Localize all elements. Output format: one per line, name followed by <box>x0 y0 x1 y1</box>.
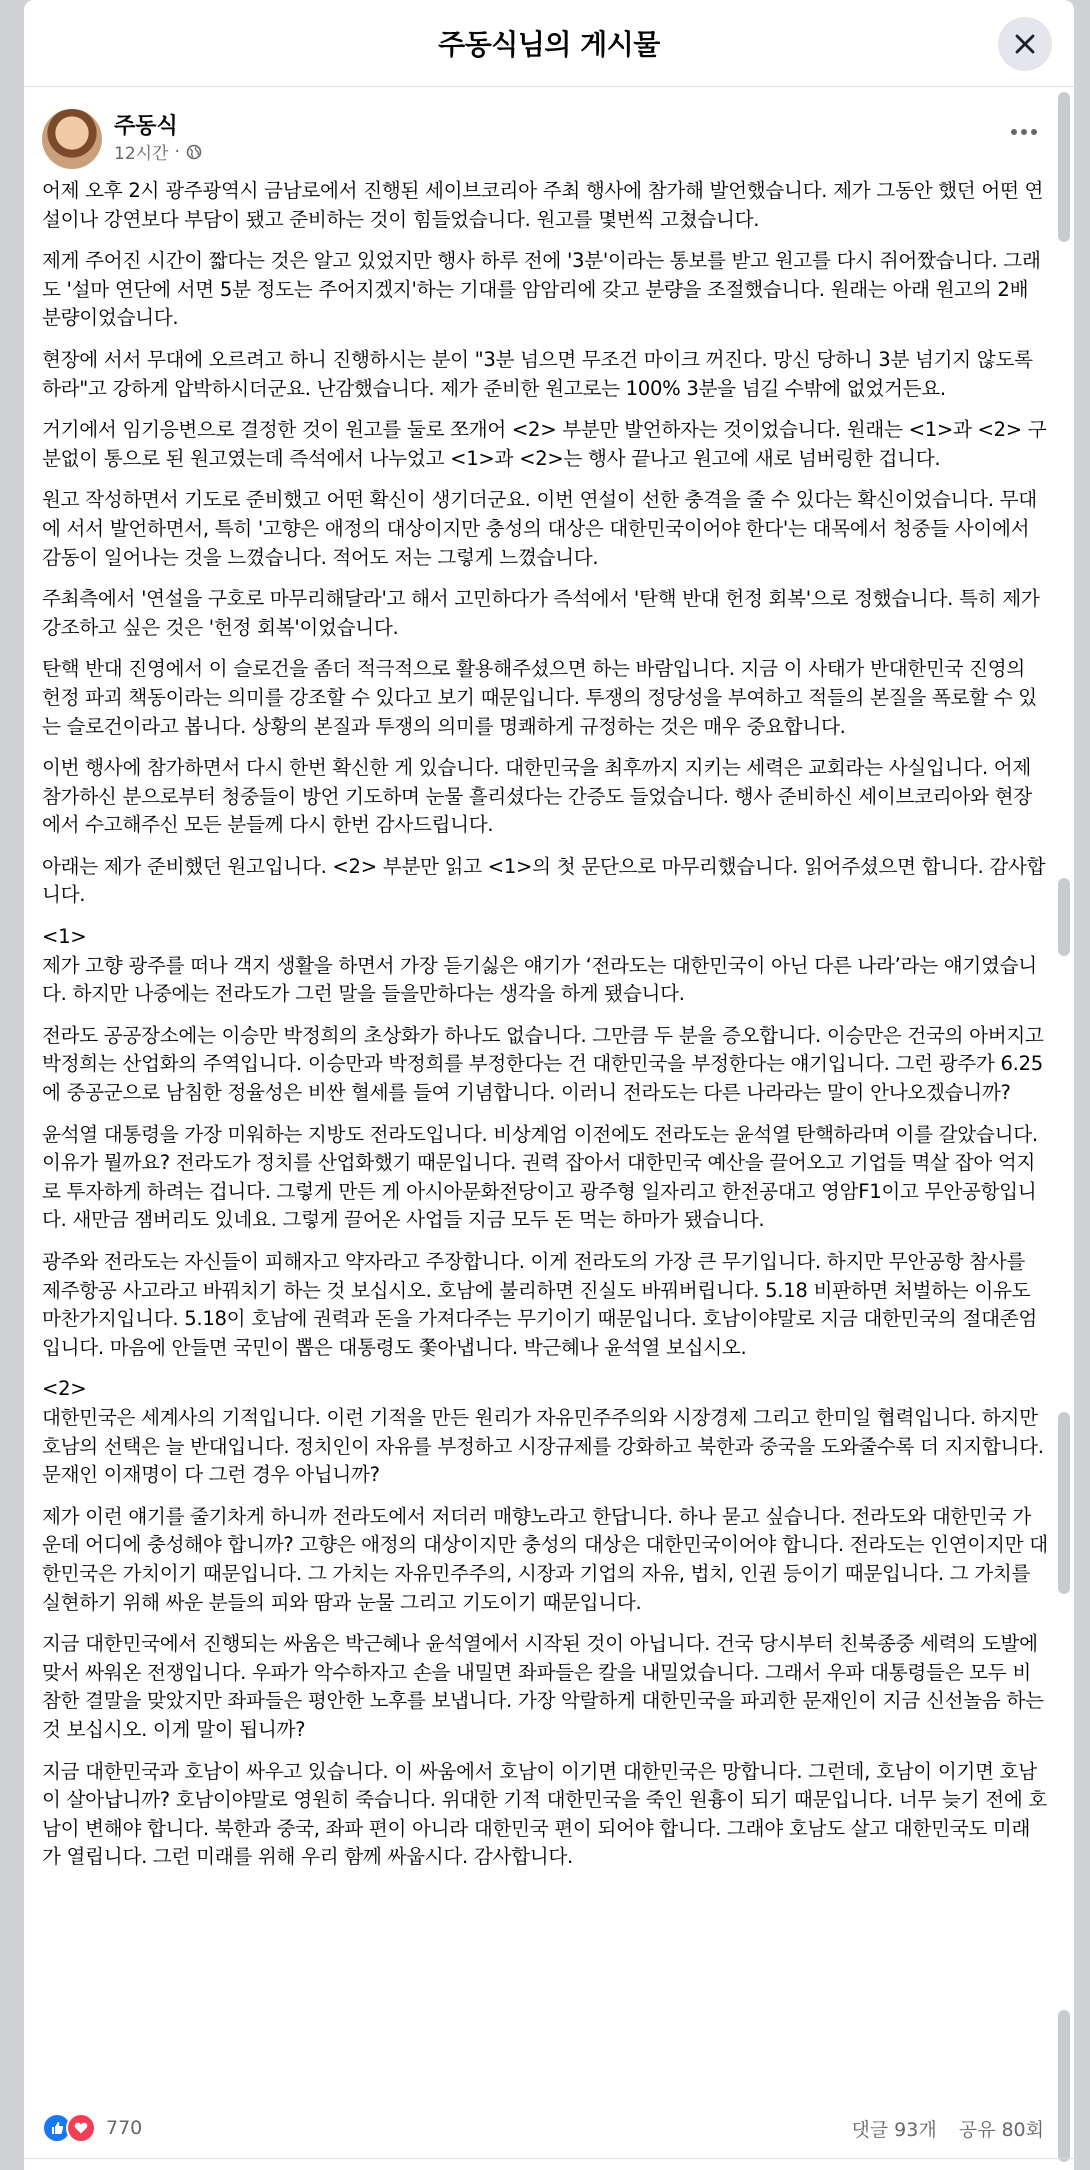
post-paragraph: 제가 이런 얘기를 줄기차게 하니까 전라도에서 저더러 매향노라고 한답니다. 하나 묻고 싶습니다. 전라도와 대한민국 가운데 어디에 충성해야 합니까? 고향은 애정의 대상이지만 충성의 대상은 대한민국이어야 합니다. 전라도는 인연이지만 대한민국은 가치이기 때문입니다. 그 가치는 자유민주주의, 시장과 기업의 자유, 법치, 인권 등이기 때문입니다. 그 가치를 실현하기 위해 싸운 분들의 피와 땀과 눈물 그리고 기도이기 때문입니다. <box>42 1504 1048 1614</box>
avatar[interactable] <box>42 109 102 169</box>
post-paragraph: <1> 제가 고향 광주를 떠나 객지 생활을 하면서 가장 듣기싫은 얘기가 ‘전라도는 대한민국이 아닌 다른 나라’라는 얘기였습니다. 하지만 나중에는 전라도가 그런 말을 들을만하다는 생각을 하게 됐습니다. <box>42 925 1037 1006</box>
post-paragraph: 지금 대한민국에서 진행되는 싸움은 박근혜나 윤석열에서 시작된 것이 아닙니다. 건국 당시부터 친북종중 세력의 도발에 맞서 싸워온 전쟁입니다. 우파가 악수하자고 손을 내밀면 좌파들은 칼을 내밀었습니다. 그래서 우파 대통령들은 모두 비참한 결말을 맞았지만 좌파들은 평안한 노후를 보냅니다. 가장 악랄하게 대한민국을 파괴한 문재인이 지금 신선놀음 하는 것 보십시오. 이게 말이 됩니까? <box>42 1632 1044 1741</box>
post-header <box>24 87 1074 177</box>
post-paragraph: 주최측에서 '연설을 구호로 마무리해달라'고 해서 고민하다가 즉석에서 '탄핵 반대 헌정 회복'으로 정했습니다. 특히 제가 강조하고 싶은 것은 '헌정 회복'이었습니다. <box>42 587 1040 639</box>
post-text <box>24 177 1074 1872</box>
close-icon <box>1014 33 1036 55</box>
post-paragraph: 전라도 공공장소에는 이승만 박정희의 초상화가 하나도 없습니다. 그만큼 두 분을 증오합니다. 이승만은 건국의 아버지고 박정희는 산업화의 주역입니다. 이승만과 박정희를 부정한다는 건 대한민국을 부정한다는 얘기입니다. 그런 광주가 6.25에 중공군으로 남침한 정율성은 비싼 혈세를 들여 기념합니다. 이러니 전라도는 다른 나라라는 말이 안나오겠습니까? <box>42 1023 1044 1105</box>
post-paragraph: 탄핵 반대 진영에서 이 슬로건을 좀더 적극적으로 활용해주셨으면 하는 바람입니다. 지금 이 사태가 반대한민국 진영의 헌정 파괴 책동이라는 의미를 강조할 수 있다고 보기 때문입니다. 투쟁의 정당성을 부여하고 적들의 본질을 폭로할 수 있는 슬로건이라고 봅니다. 상황의 본질과 투쟁의 의미를 명쾌하게 규정하는 것은 매우 중요합니다. <box>42 657 1037 738</box>
more-options-icon <box>1010 128 1038 136</box>
post-meta <box>114 139 202 164</box>
dialog-header <box>24 0 1074 87</box>
post-paragraph: <2> 대한민국은 세계사의 기적입니다. 이런 기적을 만든 원리가 자유민주주의와 시장경제 그리고 한미일 협력입니다. 하지만 호남의 선택은 늘 반대입니다. 정치인이 자유를 부정하고 시장규제를 강화하고 북한과 중국을 도와줄수록 더 지지합니다. 문재인 이재명이 다 그런 경우 아닙니까? <box>42 1377 1044 1487</box>
reactions-bar <box>24 2100 1074 2156</box>
love-icon <box>66 2113 96 2143</box>
post-paragraph: 현장에 서서 무대에 오르려고 하니 진행하시는 분이 "3분 넘으면 무조건 마이크 꺼진다. 망신 당하니 3분 넘기지 않도록 하라"고 강하게 압박하시더군요. 난감했습니다. 제가 준비한 원고로는 100% 3분을 넘길 수밖에 없었거든요. <box>42 347 1033 400</box>
post-paragraph: 아래는 제가 준비했던 원고입니다. <2> 부분만 읽고 <1>의 첫 문단으로 마무리했습니다. 읽어주셨으면 합니다. 감사합니다. <box>42 854 1046 907</box>
post-time[interactable]: 12시간 <box>114 144 169 164</box>
post-scroll-area[interactable] <box>24 87 1074 2170</box>
post-paragraph: 제게 주어진 시간이 짧다는 것은 알고 있었지만 행사 하루 전에 '3분'이라는 통보를 받고 원고를 다시 쥐어짰습니다. 그래도 '설마 연단에 서면 5분 정도는 주어지겠지'하는 기대를 암암리에 갖고 분량을 조절했습니다. 원래는 아래 원고의 2배 분량이었습니다. <box>42 249 1041 330</box>
reaction-count[interactable]: 770 <box>106 2117 143 2139</box>
divider <box>24 2158 1074 2159</box>
post-dialog <box>24 0 1074 2170</box>
post-paragraph: 원고 작성하면서 기도로 준비했고 어떤 확신이 생기더군요. 이번 연설이 선한 충격을 줄 수 있다는 확신이었습니다. 무대에 서서 발언하면서, 특히 '고향은 애정의 대상이지만 충성의 대상은 대한민국이어야 한다'는 대목에서 청중들 사이에서 감동이 일어나는 것을 느꼈습니다. 적어도 저는 그렇게 느꼈습니다. <box>42 488 1037 569</box>
post-paragraph: 이번 행사에 참가하면서 다시 한번 확신한 게 있습니다. 대한민국을 최후까지 지키는 세력은 교회라는 사실입니다. 어제 참가하신 분으로부터 청중들이 방언 기도하며 눈물 흘리셨다는 간증도 들었습니다. 행사 준비하신 세이브코리아와 현장에서 수고해주신 모든 분들께 다시 한번 감사드립니다. <box>42 756 1032 837</box>
post-paragraph: 윤석열 대통령을 가장 미워하는 지방도 전라도입니다. 비상계엄 이전에도 전라도는 윤석열 탄핵하라며 이를 갈았습니다. 이유가 뭘까요? 전라도가 정치를 산업화했기 때문입니다. 권력 잡아서 대한민국 예산을 끌어오고 기업들 멱살 잡아 억지로 투자하게 하려는 겁니다. 그렇게 만든 게 아시아문화전당이고 광주형 일자리고 한전공대고 영암F1이고 무안공항입니다. 새만금 잼버리도 있네요. 그렇게 끌어온 사업들 지금 모두 돈 먹는 하마가 됐습니다. <box>42 1122 1038 1232</box>
share-count[interactable]: 공유 80회 <box>958 2118 1044 2141</box>
post-paragraph: 지금 대한민국과 호남이 싸우고 있습니다. 이 싸움에서 호남이 이기면 대한민국은 망합니다. 그런데, 호남이 이기면 호남이 살아납니까? 호남이야말로 영원히 죽습니다. 위대한 기적 대한민국을 죽인 원흉이 되기 때문입니다. 너무 늦기 전에 호남이 변해야 합니다. 북한과 중국, 좌파 편이 아니라 대한민국 편이 되어야 합니다. 그래야 호남도 살고 대한민국도 미래가 열립니다. 그런 미래를 위해 우리 함께 싸웁시다. 감사합니다. <box>42 1759 1048 1869</box>
public-globe-icon[interactable] <box>186 144 202 160</box>
author-name[interactable]: 주동식 <box>114 114 178 139</box>
close-button[interactable] <box>998 17 1052 71</box>
meta-separator: · <box>174 141 180 162</box>
post-stats <box>851 2115 1044 2142</box>
post-paragraph: 거기에서 임기응변으로 결정한 것이 원고를 둘로 쪼개어 <2> 부분만 발언하자는 것이었습니다. 원래는 <1>과 <2> 구분없이 통으로 된 원고였는데 즉석에서 나누었고 <1>과 <2>는 행사 끝나고 원고에 새로 넘버링한 겁니다. <box>42 418 1047 470</box>
post-paragraph: 광주와 전라도는 자신들이 피해자고 약자라고 주장합니다. 이게 전라도의 가장 큰 무기입니다. 하지만 무안공항 참사를 제주항공 사고라고 바꿔치기 하는 것 보십시오. 호남에 불리하면 진실도 바꿔버립니다. 5.18 비판하면 처벌하는 이유도 마찬가지입니다. 5.18이 호남에 권력과 돈을 가져다주는 무기이기 때문입니다. 호남이야말로 지금 대한민국의 절대존엄입니다. 마음에 안들면 국민이 뽑은 대통령도 쫓아냅니다. 박근혜나 윤석열 보십시오. <box>42 1250 1037 1359</box>
more-options-button[interactable] <box>1004 117 1044 147</box>
post-paragraph: 어제 오후 2시 광주광역시 금남로에서 진행된 세이브코리아 주최 행사에 참가해 발언했습니다. 제가 그동안 했던 어떤 연설이나 강연보다 부담이 됐고 준비하는 것이 힘들었습니다. 원고를 몇번씩 고쳤습니다. <box>42 179 1044 231</box>
scrollbar[interactable] <box>1058 92 1070 2162</box>
reaction-icons[interactable] <box>42 2113 96 2143</box>
comment-count[interactable]: 댓글 93개 <box>851 2118 937 2141</box>
dialog-title: 주동식님의 게시물 <box>438 28 660 61</box>
